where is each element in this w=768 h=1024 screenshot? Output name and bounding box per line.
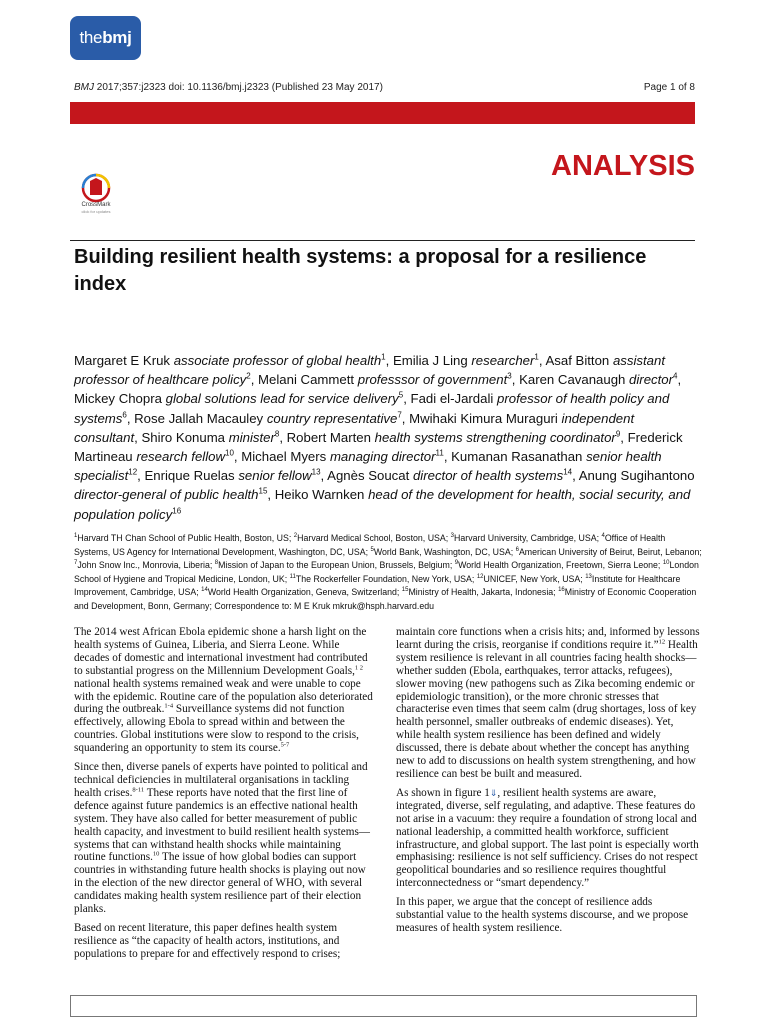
- author-role: research fellow: [136, 449, 226, 465]
- reference-superscript[interactable]: 8-11: [132, 786, 145, 794]
- affiliation-number: 9: [454, 560, 459, 567]
- affiliation-text: World Health Organization, Freetown, Sierra Leone;: [458, 560, 663, 571]
- affiliation-text: Harvard TH Chan School of Public Health, Boston, US;: [77, 533, 294, 543]
- author-affiliation-number: 15: [258, 487, 268, 497]
- crossmark-sublabel: click for updates: [81, 209, 111, 214]
- author-affiliation-number: 14: [563, 467, 573, 477]
- body-paragraph: As shown in figure 1⇓, resilient health systems are aware, integrated, diverse, self regulating, and adaptive. These features do not arise in a vacuum: they require a foundation of strong local and national leadership, a committed health workforce, sufficient infrastructure, and global support. The last point is especially worth emphasising: resilience is not self sufficiency. Crises do not respect geopolitical boundaries and so resilience requires thoughtful interconnectedness or “smart dependency.”: [396, 786, 699, 890]
- author-role: minister: [228, 429, 275, 445]
- author-affiliation-number: 1: [534, 352, 539, 362]
- logo-brand: bmj: [102, 28, 132, 47]
- author-role: head of the development for health, social security, and population policy: [74, 487, 691, 522]
- reference-superscript[interactable]: 1 2: [354, 663, 364, 671]
- figure-link-icon[interactable]: ⇓: [489, 787, 498, 798]
- author-affiliation-number: 16: [172, 506, 182, 516]
- author-name: Robert Marten: [286, 429, 371, 445]
- author-name: Karen Cavanaugh: [519, 372, 626, 388]
- body-column-left: [74, 626, 374, 967]
- author-name: Shiro Konuma: [141, 429, 226, 445]
- author-name: Michael Myers: [241, 449, 327, 465]
- affiliation-number: 16: [558, 587, 565, 594]
- affiliation-number: 8: [214, 560, 219, 567]
- author-role: assistant professor of healthcare policy: [74, 353, 665, 388]
- author-role: professsor of government: [357, 372, 508, 388]
- page-number: Page 1 of 8: [643, 82, 695, 93]
- affiliation-number: 11: [289, 573, 296, 580]
- author-role: independent consultant: [74, 410, 635, 445]
- affiliation-number: 12: [476, 573, 484, 580]
- affiliation-number: 15: [401, 587, 409, 594]
- affiliation-text: Office of Health Systems, US Agency for International Development, Washington, DC, USA;: [74, 533, 666, 557]
- affiliation-text: Ministry of Health, Jakarta, Indonesia;: [408, 587, 559, 598]
- affiliation-number: 6: [515, 546, 519, 553]
- author-role: senior fellow: [238, 468, 312, 484]
- author-name: Enrique Ruelas: [144, 468, 235, 484]
- affiliation-text: Harvard University, Cambridge, USA;: [454, 533, 602, 543]
- author-name: Melani Cammett: [258, 372, 355, 388]
- section-label: ANALYSIS: [551, 150, 695, 182]
- author-affiliation-number: 3: [507, 371, 512, 381]
- author-role: researcher: [471, 353, 535, 368]
- author-role: associate professor of global health: [173, 353, 382, 368]
- affiliation-number: 7: [74, 560, 78, 567]
- affiliation-number: 13: [585, 573, 592, 580]
- logo-prefix: the: [79, 28, 103, 47]
- author-affiliation-number: 4: [673, 371, 678, 381]
- author-affiliation-number: 10: [225, 448, 234, 458]
- author-affiliation-number: 13: [311, 467, 321, 477]
- author-name: Mwihaki Kimura Muraguri: [409, 410, 558, 426]
- author-affiliation-number: 11: [435, 448, 444, 458]
- author-role: director-general of public health: [74, 487, 259, 503]
- bmj-logo[interactable]: [70, 16, 141, 60]
- affiliation-text: World Bank, Washington, DC, USA;: [373, 546, 516, 557]
- reference-superscript[interactable]: 12: [658, 638, 666, 646]
- header-red-bar: [70, 102, 695, 124]
- body-paragraph: In this paper, we argue that the concept of resilience adds substantial value to the health systems discourse, and we propose measures of health system resilience.: [396, 896, 689, 934]
- body-column-right: [396, 626, 701, 941]
- author-affiliation-number: 1: [381, 352, 386, 362]
- author-name: Heiko Warnken: [274, 487, 365, 503]
- affiliation-text: Mission of Japan to the European Union, Brussels, Belgium;: [218, 560, 455, 571]
- citation-line: [74, 82, 383, 93]
- body-paragraph: Based on recent literature, this paper defines health system resilience as “the capacity of health actors, institutions, and populations to prepare for and effectively respond to crises;: [74, 921, 341, 960]
- body-paragraph: Since then, diverse panels of experts have pointed to political and technical deficiencies in multilateral organisations in tackling health crises.$^{8-11}$ These reports have noted that the first line of defence against future pandemics is an effective national health system. They have also called for better measurement of public health capacity, and investment to build resilient health systems—systems that can withstand health shocks while maintaining routine functions.$^{10}$ The issue of how global bodies can support countries in withstanding future health shocks is playing out now in the election of the new director general of WHO, with several candidates making health system resilience part of their election planks.: [74, 761, 370, 916]
- reference-superscript[interactable]: 10: [152, 850, 160, 858]
- author-role: senior health specialist: [74, 449, 662, 484]
- author-role: health systems strengthening coordinator: [374, 429, 616, 445]
- affiliation-number: 10: [662, 560, 670, 567]
- citation-details: 2017;357:j2323 doi: 10.1136/bmj.j2323 (Published 23 May 2017): [94, 82, 383, 93]
- affiliation-text: Institute for Healthcare Improvement, Cambridge, USA;: [74, 573, 681, 598]
- title-divider: [70, 240, 695, 241]
- author-name: Asaf Bitton: [545, 353, 610, 368]
- author-name: Margaret E Kruk: [74, 353, 171, 368]
- author-role: director: [629, 372, 674, 388]
- author-affiliation-number: 9: [615, 429, 621, 439]
- author-list: Margaret E Kruk associate professor of global health$^1$, Emilia J Ling researcher$^1$, Asaf Bitton assistant professor of healthcare policy$^2$, Melani Cammett professsor of government$^3$, Karen Cavanaugh director$^4$, Mickey Chopra global solutions lead for service delivery$^5$, Fadi el-Jardali professor of health policy and systems$^6$, Rose Jallah Macauley country representative$^7$, Mwihaki Kimura Muraguri independent consultant, Shiro Konuma minister$^8$, Robert Marten health systems strengthening coordinator$^9$, Frederick Martineau research fellow$^{10}$, Michael Myers managing director$^{11}$, Kumanan Rasanathan senior health specialist$^{12}$, Enrique Ruelas senior fellow$^{13}$, Agnès Soucat director of health systems$^{14}$, Anung Sugihantono director-general of public health$^{15}$, Heiko Warnken head of the development for health, social security, and population policy$^{16}$: [74, 352, 695, 522]
- affiliation-text: Harvard Medical School, Boston, USA;: [297, 533, 451, 543]
- author-name: Mickey Chopra: [74, 391, 162, 407]
- author-role: managing director: [329, 449, 436, 465]
- author-name: Emilia J Ling: [392, 353, 468, 368]
- footer-box: [70, 995, 697, 1017]
- affiliation-text: The Rockerfeller Foundation, New York, USA;: [295, 573, 477, 584]
- author-name: Kumanan Rasanathan: [451, 449, 583, 465]
- author-name: Fadi el-Jardali: [410, 391, 494, 407]
- author-role: country representative: [266, 410, 398, 426]
- author-name: Agnès Soucat: [327, 468, 410, 484]
- reference-superscript[interactable]: 1-4: [164, 702, 174, 710]
- affiliation-text: London School of Hygiene and Tropical Medicine, London, UK;: [74, 560, 699, 584]
- affiliation-number: 2: [293, 533, 298, 540]
- affiliation-number: 3: [450, 533, 455, 540]
- article-title: Building resilient health systems: a proposal for a resilience index: [74, 246, 647, 295]
- journal-name: BMJ: [74, 82, 94, 93]
- author-affiliation-number: 2: [246, 371, 251, 381]
- crossmark-label: CrossMark: [81, 202, 111, 208]
- author-role: director of health systems: [412, 468, 564, 484]
- author-affiliation-number: 12: [128, 467, 138, 477]
- affiliation-number: 4: [601, 533, 605, 540]
- affiliation-text: John Snow Inc., Monrovia, Liberia;: [77, 560, 215, 571]
- affiliation-text: Ministry of Economic Cooperation and Development, Bonn, Germany; Correspondence to: M E Kruk mkruk@hsph.harvard.edu: [74, 587, 697, 611]
- body-paragraph: The 2014 west African Ebola epidemic shone a harsh light on the health systems of Guinea, Liberia, and Sierra Leone. While decades of domestic and international investment had contributed to substantial progress on the Millennium Development Goals,$^{1 2}$ national health systems remained weak and were unable to cope with the epidemic. Routine care of the population also deteriorated during the outbreak.$^{1-4}$ Surveillance systems did not function effectively, allowing Ebola to spread within and between the countries. Global institutions were slow to respond to the crisis, squandering an opportunity to stem its course.$^{5-7}$: [74, 626, 373, 755]
- affiliation-text: UNICEF, New York, USA;: [483, 573, 586, 584]
- affiliation-number: 14: [201, 587, 208, 594]
- affiliation-list: [74, 532, 702, 614]
- author-role: global solutions lead for service delivery: [165, 391, 399, 407]
- affiliation-number: 1: [74, 533, 78, 540]
- affiliation-text: World Health Organization, Geneva, Switzerland;: [207, 587, 402, 598]
- author-name: Rose Jallah Macauley: [134, 410, 264, 426]
- author-affiliation-number: 7: [397, 410, 402, 420]
- reference-superscript[interactable]: 5-7: [280, 741, 290, 749]
- author-role: professor of health policy and systems: [74, 391, 670, 426]
- affiliation-text: American University of Beirut, Beirut, Lebanon;: [518, 546, 702, 557]
- affiliation-number: 5: [370, 546, 374, 553]
- author-affiliation-number: 6: [122, 410, 127, 420]
- author-affiliation-number: 5: [398, 391, 404, 401]
- author-name: Frederick Martineau: [74, 429, 683, 465]
- author-affiliation-number: 8: [274, 429, 280, 439]
- author-name: Anung Sugihantono: [578, 468, 695, 484]
- body-paragraph: maintain core functions when a crisis hits; and, informed by lessons learnt during the crisis, reorganise if conditions require it.”$^{12}$ Health system resilience is relevant in all countries facing health shocks—whether sudden (Ebola, earthquakes, terror attacks, refugees), slower moving (new pathogens such as Zika becoming endemic or epidemiologic transition), or the more chronic stresses that characterise even times that seem calm (drug shortages, loss of key health personnel, smaller outbreaks of endemic diseases). Yet, while health system resilience has been defined and widely discussed, there is debate about whether the concept has anything new to add to discussions on health system strengthening, and how resilience can best be built and measured.: [396, 626, 700, 780]
